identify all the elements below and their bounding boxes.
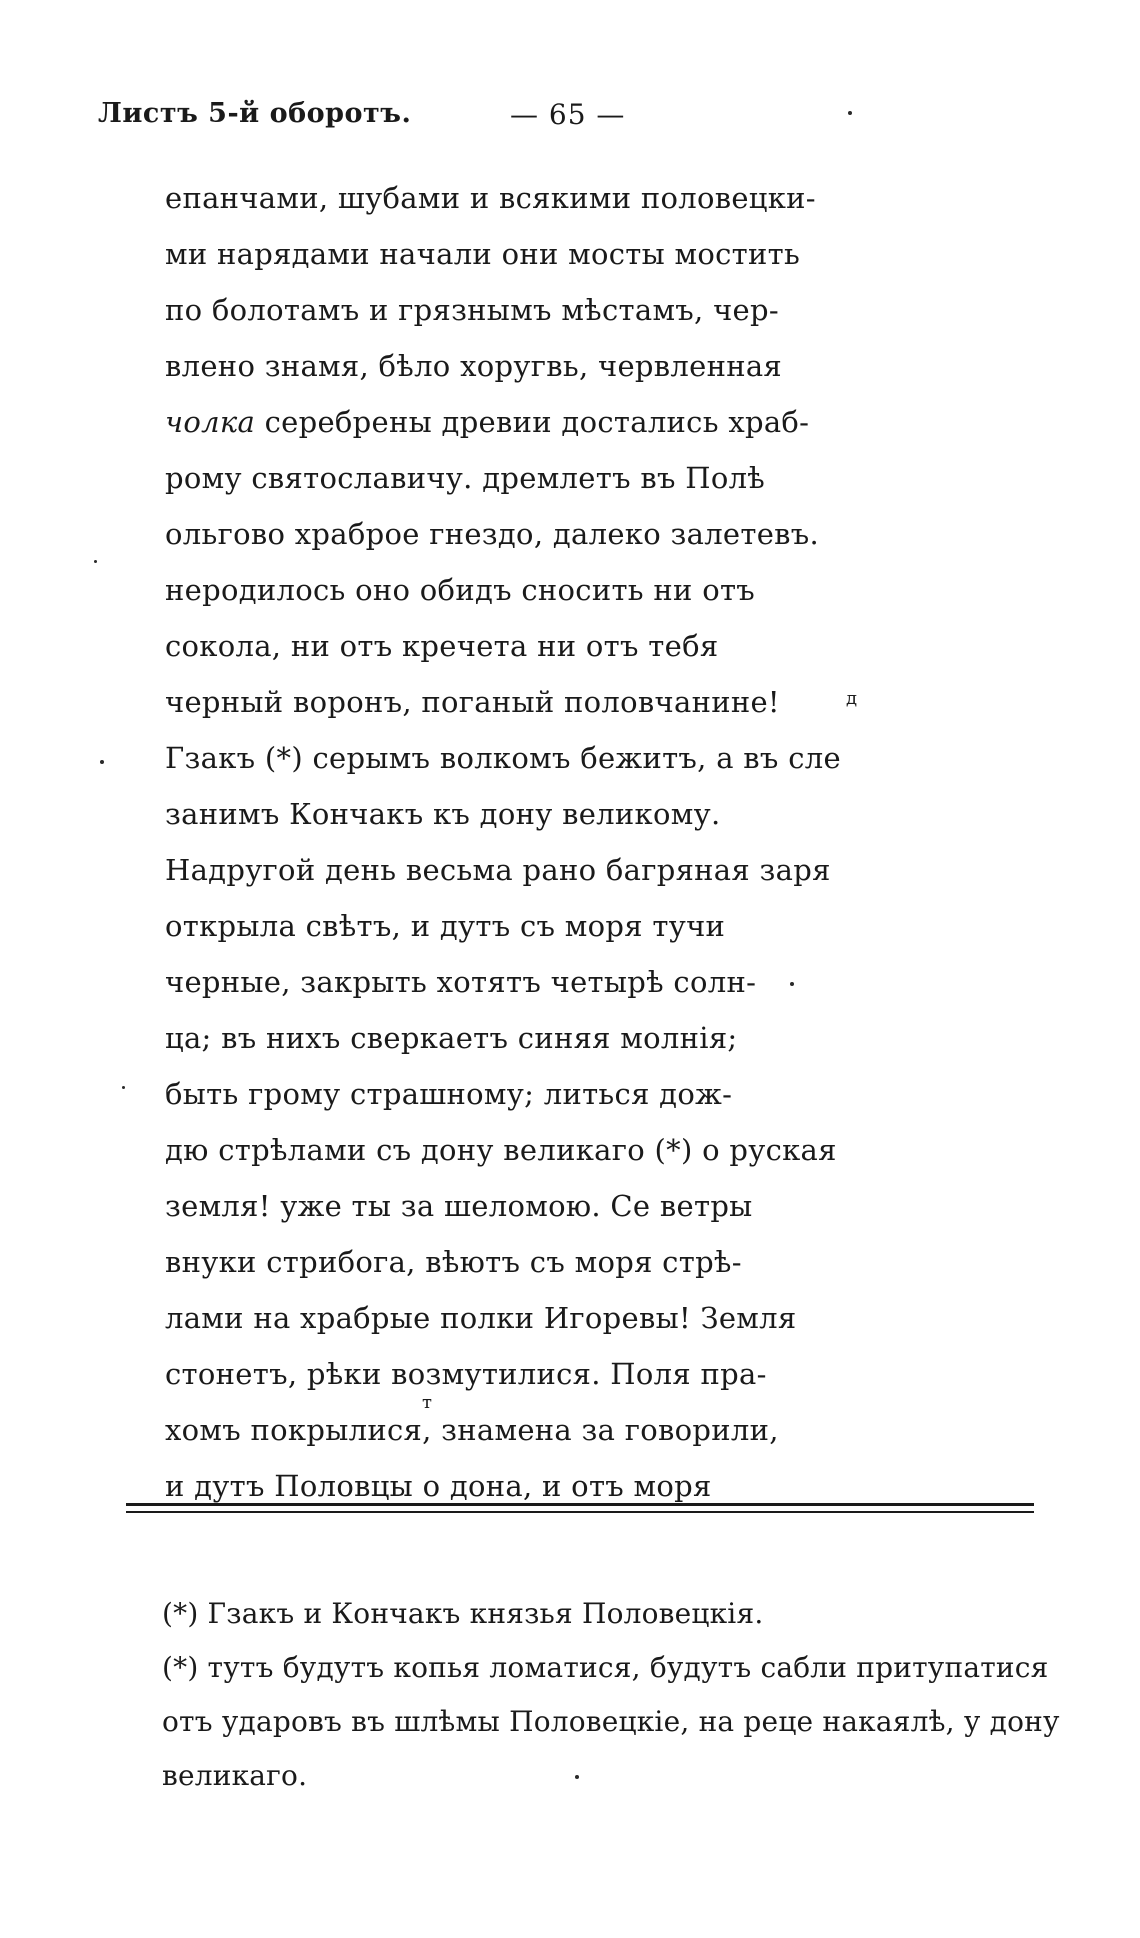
italic-word: чолка <box>165 405 256 439</box>
page-number: — 65 — <box>510 98 626 131</box>
text-line: епанчами, шубами и всякими половецки- <box>165 181 816 215</box>
scan-speck <box>122 1086 125 1089</box>
scan-speck <box>100 760 104 764</box>
text-line: черные, закрыть хотятъ четырѣ солн- <box>165 965 757 999</box>
text-line: черный воронъ, поганый половчанине! <box>165 685 780 719</box>
text-line: ольгово храброе гнездо, далеко залетевъ. <box>165 517 820 551</box>
page-header <box>98 98 938 138</box>
text-line: лами на храбрые полки Игоревы! Земля <box>165 1301 797 1335</box>
scan-speck <box>575 1775 579 1779</box>
footnote-line: (*) Гзакъ и Кончакъ князья Половецкiя. <box>162 1597 764 1630</box>
scan-speck <box>94 560 97 563</box>
sheet-label: Листъ 5-й оборотъ. <box>98 98 412 129</box>
text-line: занимъ Кончакъ къ дону великому. <box>165 797 721 831</box>
footnote-divider-second <box>126 1511 1034 1513</box>
footnote-line: (*) тутъ будутъ копья ломатися, будутъ сабли притупатися <box>162 1651 1049 1684</box>
footnote-line: великаго. <box>162 1759 308 1792</box>
text-line: быть грому страшному; литься дож- <box>165 1077 733 1111</box>
text-line: дю стрѣлами съ дону великаго (*) о руская <box>165 1133 837 1167</box>
text-line: внуки стрибога, вѣютъ съ моря стрѣ- <box>165 1245 742 1279</box>
text-line: ца; въ нихъ сверкаетъ синяя молнiя; <box>165 1021 738 1055</box>
text-line: Гзакъ (*) серымъ волкомъ бежитъ, а въ сле <box>165 741 841 775</box>
footnote-line: отъ ударовъ въ шлѣмы Половецкiе, на реце накаялѣ, у дону <box>162 1705 1060 1738</box>
text-line: и дутъ Половцы о дона, и отъ моря <box>165 1469 712 1503</box>
interlinear-mark: т <box>422 1392 432 1413</box>
margin-mark: д <box>846 688 858 709</box>
text-line: земля! уже ты за шеломою. Се ветры <box>165 1189 753 1223</box>
text-line: по болотамъ и грязнымъ мѣстамъ, чер- <box>165 293 779 327</box>
text-line: неродилось оно обидъ сносить ни отъ <box>165 573 756 607</box>
footnote-divider <box>126 1503 1034 1506</box>
scan-speck <box>790 982 794 986</box>
scan-speck <box>848 111 852 115</box>
text-line: сокола, ни отъ кречета ни отъ тебя <box>165 629 719 663</box>
text-line: рому святославичу. дремлетъ въ Полѣ <box>165 461 766 495</box>
text-line: Надругой день весьма рано багряная заря <box>165 853 831 887</box>
text-line: стонетъ, рѣки возмутилися. Поля пра- <box>165 1357 767 1391</box>
text-line: влено знамя, бѣло хоругвь, червленная <box>165 349 783 383</box>
text-line: открыла свѣтъ, и дутъ съ моря тучи <box>165 909 726 943</box>
text-line: хомъ покрылися, знамена за говорили, <box>165 1413 779 1447</box>
main-text <box>165 170 865 1514</box>
text-line: ми нарядами начали они мосты мостить <box>165 237 801 271</box>
footnotes <box>162 1587 1082 1803</box>
text-line: чолка серебрены древии достались храб- <box>165 405 810 439</box>
